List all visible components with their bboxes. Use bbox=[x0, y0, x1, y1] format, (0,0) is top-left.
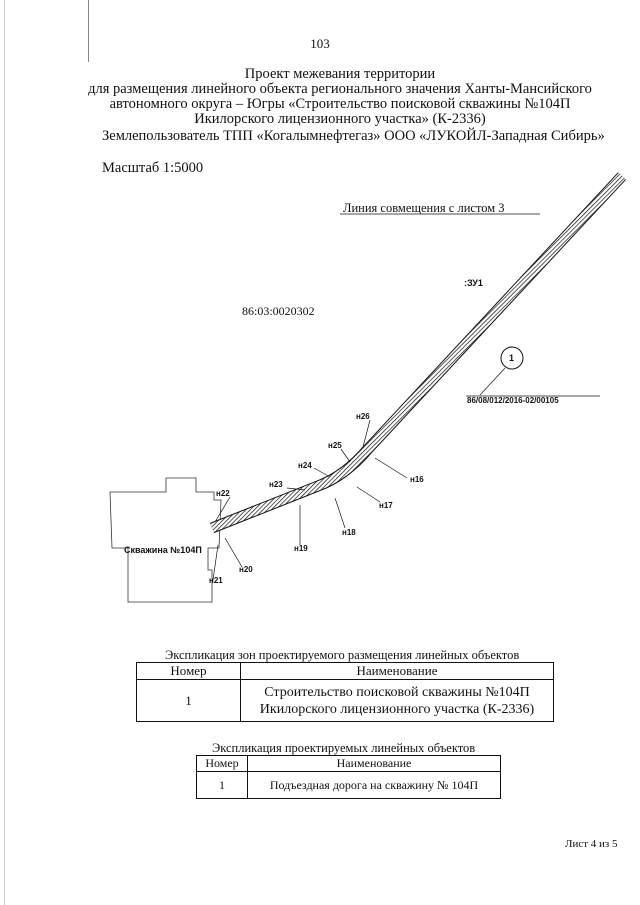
table1-name-line-2: Икилорского лицензионного участка (К-2336) bbox=[259, 701, 535, 717]
table2-cell-name: Подъездная дорога на скважину № 104П bbox=[248, 772, 501, 799]
point-n17: н17 bbox=[379, 501, 393, 510]
table1-header-number: Номер bbox=[137, 663, 241, 680]
zone-number: 1 bbox=[509, 353, 515, 363]
point-n26: н26 bbox=[356, 412, 370, 421]
table-row bbox=[137, 680, 554, 722]
table1-caption: Экспликация зон проектируемого размещения линейных объектов bbox=[165, 648, 520, 662]
point-n19: н19 bbox=[294, 544, 308, 553]
table1-cell-name bbox=[241, 680, 554, 722]
point-n25: н25 bbox=[328, 441, 342, 450]
title-line-3: автономного округа – Югры «Строительство поисковой скважины №104П bbox=[109, 96, 571, 112]
map-scale: Масштаб 1:5000 bbox=[102, 160, 204, 176]
sheet-number: Лист 4 из 5 bbox=[565, 838, 618, 850]
linear-objects-explication-table bbox=[196, 755, 501, 799]
table1-name-line-1: Строительство поисковой скважины №104П bbox=[264, 684, 530, 700]
parcel-number-label: 86/08/012/2016-02/00105 bbox=[467, 396, 559, 405]
title-line-4: Икилорского лицензионного участка» (К-2336) bbox=[194, 111, 486, 127]
table2-cell-number: 1 bbox=[197, 772, 248, 799]
join-line-label: Линия совмещения с листом 3 bbox=[343, 201, 505, 215]
point-n22: н22 bbox=[216, 489, 230, 498]
table1-header-name: Наименование bbox=[241, 663, 554, 680]
table2-caption: Экспликация проектируемых линейных объектов bbox=[212, 741, 476, 755]
well-site-boundary bbox=[110, 478, 221, 602]
point-n20: н20 bbox=[239, 565, 253, 574]
table1-cell-number: 1 bbox=[137, 680, 241, 722]
point-n21: н21 bbox=[209, 576, 223, 585]
point-n24: н24 bbox=[298, 461, 312, 470]
point-n18: н18 bbox=[342, 528, 356, 537]
point-n23: н23 bbox=[269, 480, 283, 489]
title-line-2: для размещения линейного объекта регионального значения Ханты-Мансийского bbox=[88, 81, 592, 97]
cadastral-quarter-label: 86:03:0020302 bbox=[242, 304, 315, 318]
zones-explication-table bbox=[136, 662, 554, 722]
table2-header-number: Номер bbox=[197, 756, 248, 772]
title-line-1: Проект межевания территории bbox=[244, 66, 436, 82]
land-user-line: Землепользователь ТПП «Когалымнефтегаз» ООО «ЛУКОЙЛ-Западная Сибирь» bbox=[102, 128, 605, 144]
table2-header-name: Наименование bbox=[248, 756, 501, 772]
zone-land-plot-label: :ЗУ1 bbox=[464, 278, 483, 288]
point-n16: н16 bbox=[410, 475, 424, 484]
well-label: Скважина №104П bbox=[124, 545, 202, 555]
page-number: 103 bbox=[310, 36, 330, 51]
table-row bbox=[197, 772, 501, 799]
zone-number-leader bbox=[480, 368, 505, 395]
